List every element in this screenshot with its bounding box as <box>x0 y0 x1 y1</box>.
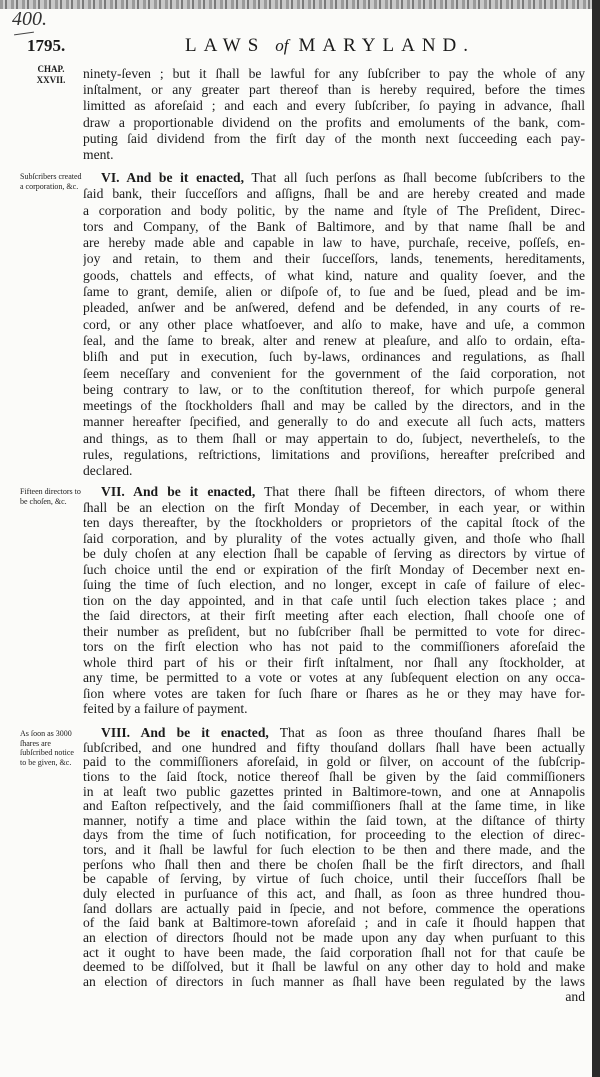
text-line: a corporation and body politic, by the name and ſtyle of The Preſident, Direc- <box>83 202 585 218</box>
text-line: whole third part of his or their firſt inſtalment, nor ſhall any ſtockholder, at <box>83 654 585 670</box>
text-line: ſion where votes are taken for ſuch ſhare or ſhares as he or they may have for- <box>83 685 585 701</box>
text-line: meetings of the ſtockholders ſhall and may be called by the directors, and in the <box>83 398 585 414</box>
text-line: are hereby made able and capable in law to have, purchaſe, receive, poſſeſs, en- <box>83 235 585 251</box>
text-line: ninety-ſeven ; but it ſhall be lawful for any ſubſcriber to pay the whole of any <box>83 66 585 81</box>
text-line: limitted as aforeſaid ; and each and every ſubſcriber, ſo paying in advance, ſhall <box>83 98 585 114</box>
text-line: tors, and it ſhall be lawful for ſuch election to be then and there made, and the <box>83 843 585 858</box>
text-line: being contrary to law, or to the conſtitution thereof, for which purpoſe general <box>83 381 585 397</box>
chapter-label <box>22 64 80 86</box>
text-line: ſand dollars are actually paid in ſpecie, and not before, commence the operations <box>83 901 585 916</box>
page-number-underline <box>14 32 34 36</box>
text-line: tion on the day appointed, and in that caſe until ſuch election takes place ; and <box>83 592 585 608</box>
text-line: declared. <box>83 463 133 479</box>
text-line: draw a proportionable dividend on the profits and emoluments of the bank, com- <box>83 114 585 130</box>
text-line: ment. <box>83 146 114 162</box>
margin-note: Fifteen directors to be choſen, &c. <box>20 487 81 506</box>
text-line: of the ſaid bank at Baltimore-town aforeſaid ; and in caſe it ſhould happen that <box>83 916 585 931</box>
section-heading: VII. And be it enacted, <box>101 484 256 499</box>
text-line: cord, or any other place whatſoever, and alſo to make, have and uſe, a common <box>83 316 585 332</box>
text-line: days from the time of ſuch notification, for proceeding to the election of direc- <box>83 828 585 843</box>
scan-top-edge <box>0 0 600 9</box>
paragraph <box>83 170 585 480</box>
text-line: ſame to grant, demiſe, alien or diſpoſe of, to ſue and be ſued, plead and be im- <box>83 284 585 300</box>
handwritten-page-number: 400. <box>12 8 47 30</box>
scan-right-edge <box>592 0 600 1077</box>
text-line: and Eaſton reſpectively, and the ſaid commiſſioners ſhall at the ſame time, in like <box>83 799 585 814</box>
title-of: of <box>275 36 289 55</box>
text-line: VI. And be it enacted, That all ſuch perſons as ſhall become ſubſcribers to the <box>101 170 585 185</box>
text-line: an election of directors in ſuch manner as ſhall have been regulated by the laws <box>83 974 585 989</box>
text-line: and things, as to them ſhall or may appertain to do, ſubject, nevertheleſs, to the <box>83 430 585 446</box>
text-line: VII. And be it enacted, That there ſhall be fifteen directors, of whom there <box>101 484 585 499</box>
text-line: bliſh and put in execution, ſuch by-laws, ordinances and regulations, as ſhall <box>83 349 585 365</box>
text-line: tors and Company, of the Bank of Baltimore, and by that name ſhall be and <box>83 218 585 234</box>
year: 1795. <box>27 36 66 55</box>
text-line: rules, regulations, reſtrictions, limitations and proviſions, hereafter preſcribed and <box>83 447 585 463</box>
paragraph <box>83 484 585 717</box>
text-line: ſaid bank, their ſucceſſors and aſſigns, ſhall be and are hereby created and made <box>83 186 585 202</box>
text-line: ſeem neceſſary and convenient for the government of the ſaid corporation, not <box>83 365 585 381</box>
text-line: perſons who ſhall then and there be choſen ſhall be the firſt directors, and ſhall <box>83 857 585 872</box>
paragraph <box>83 726 585 1004</box>
text-line: an election of directors ſhould not be made upon any day when purſuant to this <box>83 930 585 945</box>
text-line: any time, be permitted to a vote or votes at any ſubſequent election on any occa- <box>83 670 585 685</box>
text-line: tors on the firſt election who has not paid to the commiſſioners aforeſaid the <box>83 639 585 654</box>
text-line: deemed to be diſſolved, but it ſhall be lawful on any other day to hold and make <box>83 960 585 975</box>
text-line: duly elected in purſuance of this act, and ſhall, as ſoon as three hundred thou- <box>83 887 585 902</box>
text-line: act it ought to have been made, the ſaid corporation ſhall not for that cauſe be <box>83 945 585 960</box>
text-line: ſuing the time of ſuch election, and no longer, except in caſe of failure of elec- <box>83 577 585 592</box>
title-laws: LAWS <box>184 35 266 56</box>
text-line: manner hereafter ſpecified, and generally to do and execute all ſuch acts, matters <box>83 414 585 430</box>
text-line: their number as preſident, but no ſubſcriber ſhall be permitted to vote for direc- <box>83 623 585 639</box>
text-line: ſaid corporation, and by plurality of the votes actually given, and thoſe who ſhall <box>83 530 585 546</box>
text-line: puting ſaid dividend from the firſt day of the month next ſucceeding each pay- <box>83 130 585 146</box>
text-line: ſhall be an election on the firſt Monday of December, in each year, or within <box>83 499 585 515</box>
chapter-word: CHAP. <box>37 64 65 74</box>
text-line: joy and retain, to them and their ſucceſſors, lands, tenements, hereditaments, <box>83 251 585 267</box>
text-line: tions to the ſaid ſtock, notice thereof ſhall be given by the ſaid commiſſioners <box>83 769 585 784</box>
text-line: inſtalment, or any greater part thereof than is hereby required, before the times <box>83 82 585 98</box>
text-line: paid to the commiſſioners aforeſaid, in gold or ſilver, on account of the ſubſcrip- <box>83 755 585 770</box>
text-line: ten days thereafter, by the ſtockholders or proprietors of the capital ſtock of the <box>83 515 585 530</box>
text-line: goods, chattels and effects, of what kind, nature and quality ſoever, and the <box>83 267 585 283</box>
chapter-number: XXVII. <box>36 75 66 85</box>
text-line: pleaded, anſwer and be anſwered, defend and be defended, in any courts of re- <box>83 300 585 316</box>
text-line: VIII. And be it enacted, That as ſoon as three thouſand ſhares ſhall be <box>101 726 585 740</box>
text-line: be capable of ſerving, by virtue of ſuch choice, until their ſucceſſors ſhall be <box>83 872 585 887</box>
text-line: feited by a failure of payment. <box>83 701 248 716</box>
paragraph <box>83 66 585 163</box>
text-line: manner, notify a time and place within the ſaid town, at the diſtance of thirty <box>83 813 585 828</box>
section-heading: VI. And be it enacted, <box>101 170 245 185</box>
text-line: in at leaſt two public gazettes printed in Baltimore-town, and one at Annapolis <box>83 784 585 799</box>
text-line: and <box>565 989 585 1004</box>
title-maryland: MARYLAND. <box>298 35 476 56</box>
section-heading: VIII. And be it enacted, <box>101 726 269 740</box>
text-line: ſeal, and the ſame to break, alter and renew at pleaſure, and alſo to ordain, eſta- <box>83 332 585 348</box>
running-title <box>150 35 510 57</box>
text-line: ſuch choice until the end or expiration of the firſt Monday of December next en- <box>83 561 585 577</box>
margin-note: Subſcribers created a corporation, &c. <box>20 172 82 191</box>
text-line: be duly choſen at any election ſhall be capable of ſerving as directors by virtue of <box>83 546 585 561</box>
margin-note: As ſoon as 3000 ſhares are ſubſcribed notice to be given, &c. <box>20 729 74 767</box>
text-line: the ſaid directors, at their firſt meeting after each election, ſhall chooſe one of <box>83 608 585 623</box>
text-line: ſubſcribed, and one hundred and fifty thouſand dollars ſhall have been actually <box>83 740 585 755</box>
